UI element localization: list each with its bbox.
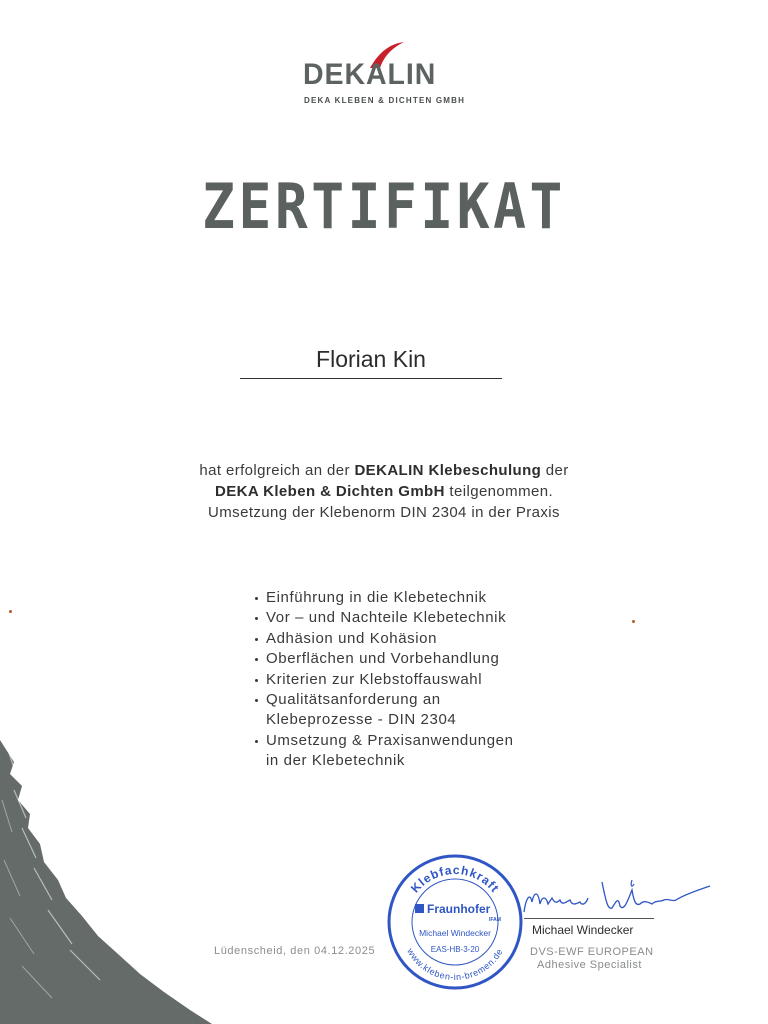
intro-line-1-pre: hat erfolgreich an der (199, 462, 355, 479)
list-item: Vor – und Nachteile Klebetechnik (252, 608, 514, 628)
handwritten-signature (516, 872, 716, 922)
list-item: Kriterien zur Klebstoffauswahl (252, 670, 514, 690)
logo-wordmark: DEKALIN (303, 58, 437, 91)
fraunhofer-stamp-seal (385, 852, 525, 992)
svg-text:EAS-HB-3-20: EAS-HB-3-20 (430, 945, 480, 954)
intro-line-1 (140, 460, 628, 481)
recipient-name: Florian Kin (316, 346, 426, 372)
svg-text:www.kleben-in-bremen.de: www.kleben-in-bremen.de (405, 946, 505, 983)
svg-text:Michael Windecker: Michael Windecker (419, 928, 491, 938)
intro-line-2 (140, 481, 628, 502)
svg-text:Fraunhofer: Fraunhofer (427, 902, 491, 916)
signature-line (524, 918, 654, 919)
intro-line-3: Umsetzung der Klebenorm DIN 2304 in der Praxis (208, 504, 560, 521)
paper-speck (632, 620, 635, 623)
logo-subtitle: DEKA KLEBEN & DICHTEN GMBH (304, 96, 466, 105)
signer-title-line-1: DVS-EWF EUROPEAN (530, 946, 654, 958)
intro-line-1-bold: DEKALIN Klebeschulung (354, 462, 542, 479)
intro-line-1-post: der (541, 462, 569, 479)
place-and-date: Lüdenscheid, den 04.12.2025 (214, 945, 376, 957)
name-underline (240, 378, 502, 379)
signer-title-line-2: Adhesive Specialist (537, 959, 642, 971)
svg-text:IFAM: IFAM (489, 917, 501, 923)
intro-text (140, 460, 628, 523)
list-item: Qualitätsanforderung an Klebeprozesse - DIN 2304 (252, 690, 514, 731)
paper-speck (9, 610, 12, 613)
list-item: Umsetzung & Praxisanwendungen in der Klebetechnik (252, 731, 514, 772)
svg-text:Klebfachkraft: Klebfachkraft (407, 862, 503, 896)
dekalin-logo (298, 40, 466, 112)
list-item: Oberflächen und Vorbehandlung (252, 649, 514, 669)
brush-stroke-decoration (0, 740, 300, 1024)
signer-name: Michael Windecker (532, 923, 634, 937)
intro-line-2-post: teilgenommen. (444, 483, 554, 500)
certificate-title: ZERTIFIKAT (202, 170, 566, 243)
list-item: Adhäsion und Kohäsion (252, 629, 514, 649)
list-item: Einführung in die Klebetechnik (252, 588, 514, 608)
intro-line-2-bold: DEKA Kleben & Dichten GmbH (214, 483, 445, 500)
